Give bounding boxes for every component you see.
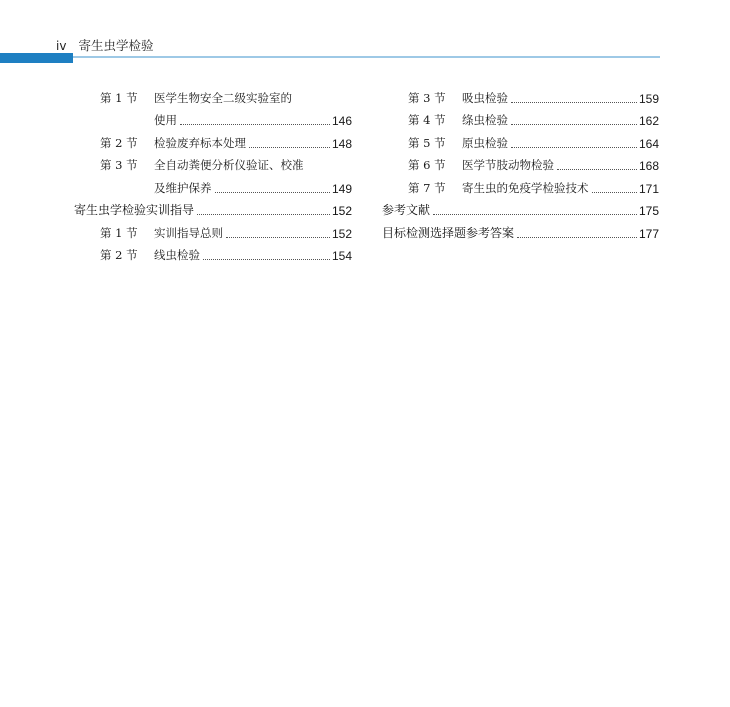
toc-leader-dots [226, 237, 330, 238]
toc-chapter-entry[interactable] [382, 196, 659, 219]
toc-section-entry[interactable] [74, 151, 352, 174]
toc-leader-dots [511, 102, 637, 103]
toc-leader-dots [180, 124, 330, 125]
header-accent-bar [0, 53, 73, 63]
toc-entry-title: 目标检测选择题参考答案 [382, 225, 515, 240]
toc-entry-title: 绦虫检验 [462, 113, 508, 127]
toc-entry-title: 线虫检验 [154, 248, 200, 262]
toc-chapter-entry[interactable] [382, 218, 659, 241]
toc-leader-dots [249, 147, 330, 148]
toc-chapter-entry[interactable] [74, 196, 352, 219]
toc-section-number: 第 2 节 [100, 248, 138, 262]
toc-section-entry[interactable] [382, 106, 659, 129]
toc-section-number: 第 3 节 [408, 90, 446, 105]
toc-page-number: 175 [638, 204, 659, 218]
toc-leader-dots [433, 214, 637, 215]
toc-leader-dots [511, 147, 637, 148]
toc-entry-title: 使用 [154, 113, 177, 127]
toc-column-left [74, 83, 352, 263]
toc-section-number: 第 4 节 [408, 113, 446, 127]
toc-section-number: 第 6 节 [408, 158, 446, 172]
toc-entry-title: 检验废弃标本处理 [154, 135, 246, 150]
toc-section-entry[interactable] [74, 241, 352, 264]
toc-entry-title: 医学节肢动物检验 [462, 158, 554, 172]
book-title: 寄生虫学检验 [78, 38, 154, 53]
toc-section-entry[interactable] [74, 173, 352, 196]
toc-page-number: 152 [331, 204, 352, 218]
toc-entry-title: 寄生虫学检验实训指导 [74, 203, 195, 217]
running-header [56, 36, 153, 54]
toc-leader-dots [517, 237, 637, 238]
toc-page-number: 159 [638, 91, 659, 106]
toc-page-number: 148 [331, 136, 352, 151]
toc-page-number: 149 [331, 181, 352, 196]
toc-section-number: 第 2 节 [100, 135, 138, 150]
toc-section-entry[interactable] [382, 128, 659, 151]
toc-page-number: 164 [638, 136, 659, 151]
toc-section-entry[interactable] [74, 83, 352, 106]
page-number: iv [56, 39, 67, 53]
toc-section-entry[interactable] [382, 83, 659, 106]
toc-page-number: 162 [638, 114, 659, 128]
toc-section-number: 第 1 节 [100, 225, 138, 240]
toc-section-number: 第 3 节 [100, 158, 138, 172]
toc-column-right [382, 83, 659, 241]
toc-section-number: 第 1 节 [100, 90, 138, 105]
toc-leader-dots [197, 214, 330, 215]
toc-leader-dots [215, 192, 330, 193]
toc-leader-dots [557, 169, 637, 170]
toc-page-number: 171 [638, 181, 659, 196]
toc-entry-title: 参考文献 [382, 203, 431, 217]
toc-page-number: 154 [331, 249, 352, 263]
toc-entry-title: 及维护保养 [154, 180, 212, 195]
toc-entry-title: 医学生物安全二级实验室的 [154, 90, 292, 105]
toc-page-number: 177 [638, 226, 659, 241]
toc-section-entry[interactable] [74, 128, 352, 151]
toc-section-entry[interactable] [382, 151, 659, 174]
toc-page-number: 168 [638, 159, 659, 173]
toc-entry-title: 原虫检验 [462, 135, 508, 150]
toc-leader-dots [592, 192, 637, 193]
toc-leader-dots [511, 124, 637, 125]
toc-section-number: 第 7 节 [408, 180, 446, 195]
toc-section-number: 第 5 节 [408, 135, 446, 150]
toc-section-entry[interactable] [382, 173, 659, 196]
toc-page-number: 146 [331, 114, 352, 128]
toc-page-number: 152 [331, 226, 352, 241]
toc-entry-title: 全自动粪便分析仪验证、校准 [154, 158, 304, 172]
toc-section-entry[interactable] [74, 218, 352, 241]
toc-leader-dots [203, 259, 330, 260]
header-rule [73, 56, 660, 58]
toc-entry-title: 寄生虫的免疫学检验技术 [462, 180, 589, 195]
toc-entry-title: 吸虫检验 [462, 90, 508, 105]
toc-section-entry[interactable] [74, 106, 352, 129]
toc-entry-title: 实训指导总则 [154, 225, 223, 240]
